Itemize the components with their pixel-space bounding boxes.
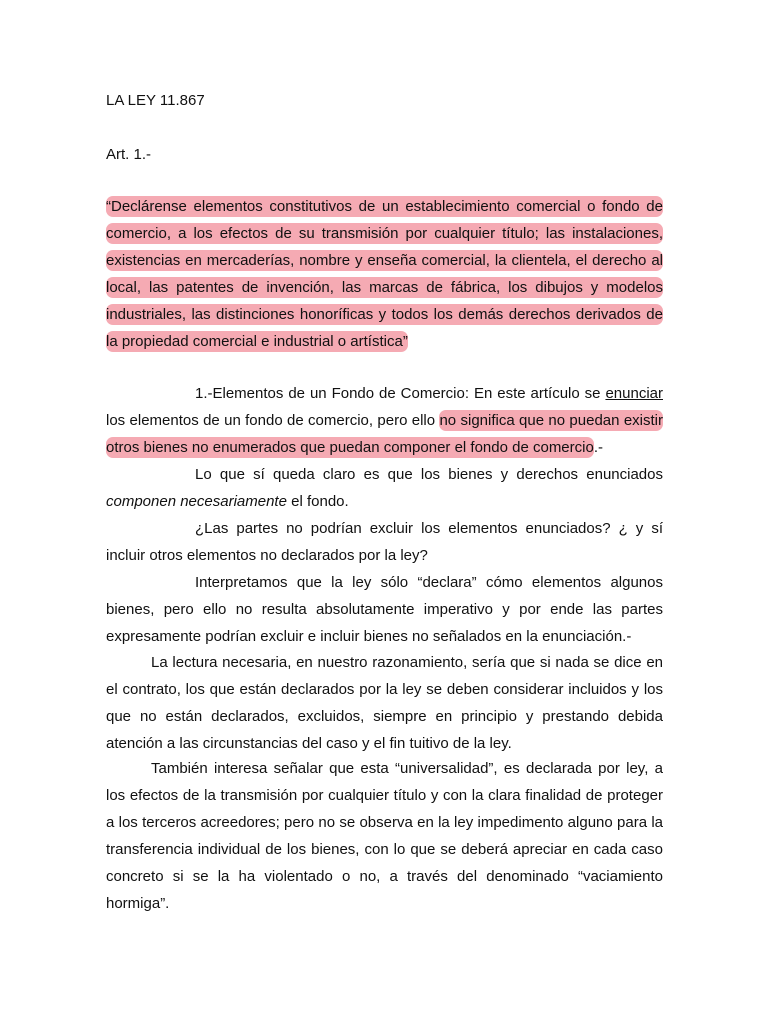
universality-paragraph: También interesa señalar que esta “universalidad”, es declarada por ley, a los efectos de la transmisión por cualquier título y con la clara finalidad de proteger a los terceros acreedores; pero no se observa en la ley impedimento alguno para la transferencia individual de los bienes, con lo que se deberá apreciar en cada caso concreto si se la ha violentado o no, a través del denominado “vaciamiento hormiga”.: [106, 760, 663, 912]
section2-text-start: Lo que sí queda claro es que los bienes y derechos enunciados: [195, 466, 663, 483]
section1-text-middle: los elementos de un fondo de comercio, pero ello: [106, 412, 440, 429]
italic-phrase: componen necesariamente: [106, 493, 287, 510]
interpretation-paragraph: Interpretamos que la ley sólo “declara” cómo elementos algunos bienes, pero ello no resulta absolutamente imperativo y por ende las partes expresamente podrían excluir e incluir bienes no señalados en la enunciación.-: [106, 574, 663, 645]
highlighted-quote: “Declárense elementos constitutivos de un establecimiento comercial o fondo de comercio, a los efectos de su transmisión por cualquier título; las instalaciones, existencias en mercaderías, nombre y enseña comercial, la clientela, el derecho al local, las patentes de invención, las marcas de fábrica, los dibujos y modelos industriales, las distinciones honoríficas y todos los demás derechos derivados de la propiedad comercial e industrial o artística”: [106, 198, 663, 350]
section1-text-end: .-: [593, 439, 603, 456]
section-elements-paragraph: [106, 380, 663, 461]
question-paragraph: ¿Las partes no podrían excluir los elementos enunciados? ¿ y sí incluir otros elementos no declarados por la ley?: [106, 520, 663, 564]
article-heading: Art. 1.-: [106, 146, 152, 163]
highlighted-phrase: no significa que no puedan existir otros bienes no enumerados que puedan componer el fondo de comercio: [106, 412, 663, 456]
section-components-paragraph: [106, 461, 663, 515]
underlined-word: enunciar: [605, 385, 663, 402]
article-quote: [106, 193, 663, 355]
law-title: LA LEY 11.867: [106, 92, 205, 109]
reading-paragraph: La lectura necesaria, en nuestro razonamiento, sería que si nada se dice en el contrato, los que están declarados por la ley se deben considerar incluidos y los que no están declarados, excluidos, siempre en principio y prestando debida atención a las circunstancias del caso y el fin tuitivo de la ley.: [106, 654, 663, 752]
section2-text-end: el fondo.: [286, 493, 349, 510]
section1-text-start: 1.-Elementos de un Fondo de Comercio: En este artículo se: [195, 385, 606, 402]
